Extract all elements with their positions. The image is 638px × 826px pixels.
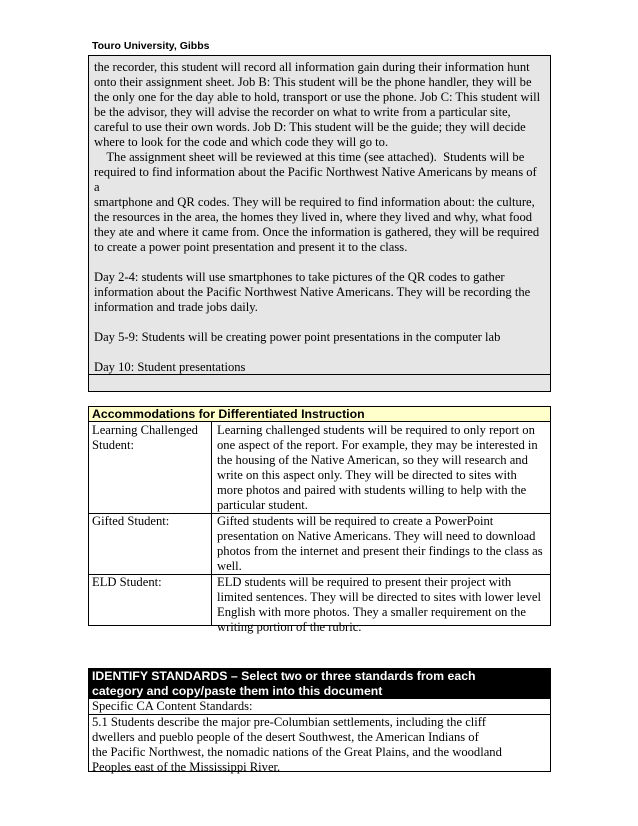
text-line: The assignment sheet will be reviewed at this time (see attached). Students will be <box>94 150 525 164</box>
accommodations-title: Accommodations for Differentiated Instruction <box>89 407 550 422</box>
text-line: the only one for the day able to hold, transport or use the phone. Job C: This student will <box>94 90 541 104</box>
text-line: English with more photos. They a smaller requirement on the <box>217 605 526 619</box>
text-line: the resources in the area, the homes they lived in, where they lived and why, what food <box>94 210 533 224</box>
standards-title <box>89 669 550 699</box>
text-line: Learning challenged students will be required to only report on <box>217 423 535 437</box>
text-line: write on this aspect only. They will be directed to sites with <box>217 468 517 482</box>
text-line: photos from the internet and present their findings to the class as <box>217 544 543 558</box>
text-line: dwellers and pueblo people of the desert Southwest, the American Indians of <box>92 730 479 744</box>
text-line: ELD Student: <box>92 575 162 589</box>
text-line: particular student. <box>217 498 308 512</box>
day-2-4-paragraph <box>94 270 545 315</box>
text-line: ELD students will be required to present their project with <box>217 575 512 589</box>
text-line: information about the Pacific Northwest Native Americans. They will be recording the <box>94 285 531 299</box>
procedure-empty-row <box>89 374 550 391</box>
text-line: writing portion of the rubric. <box>217 620 362 634</box>
row-label <box>89 574 212 625</box>
text-line: the Pacific Northwest, the nomadic nations of the Great Plains, and the woodland <box>92 745 502 759</box>
text-line: be the advisor, they will advise the recorder on what to write from a particular site, <box>94 105 511 119</box>
text-line: presentation on Native Americans. They will need to download <box>217 529 536 543</box>
text-line: required to find information about the Pacific Northwest Native Americans by means of a <box>94 165 537 194</box>
row-text <box>213 422 550 513</box>
standards-table <box>88 668 551 772</box>
table-row <box>89 513 550 575</box>
text-line: where to look for the code and which code they will go to. <box>94 135 389 149</box>
text-line: the recorder, this student will record all information gain during their information hunt <box>94 60 530 74</box>
text-line: the housing of the Native American, so they will research and <box>217 453 528 467</box>
row-label <box>89 513 212 574</box>
text-line: 5.1 Students describe the major pre-Columbian settlements, including the cliff <box>92 715 486 729</box>
day-10-paragraph: Day 10: Student presentations <box>94 360 246 374</box>
accommodations-table <box>88 406 551 634</box>
text-line: careful to use their own words. Job D: This student will be the guide; they will decide <box>94 120 526 134</box>
text-line: Gifted students will be required to create a PowerPoint <box>217 514 494 528</box>
text-line: one aspect of the report. For example, they may be interested in <box>217 438 538 452</box>
text-line: to create a power point presentation and present it to the class. <box>94 240 408 254</box>
table-row <box>89 574 550 634</box>
table-row <box>89 422 550 514</box>
text-line: Learning Challenged <box>92 423 198 437</box>
day-5-9-paragraph: Day 5-9: Students will be creating power point presentations in the computer lab <box>94 330 501 344</box>
row-text <box>213 574 550 634</box>
page-header: Touro University, Gibbs <box>92 40 210 52</box>
text-line: IDENTIFY STANDARDS – Select two or three standards from each <box>92 669 476 683</box>
text-line: smartphone and QR codes. They will be required to find information about: the culture, <box>94 195 535 209</box>
text-line: Peoples east of the Mississippi River. <box>92 760 281 774</box>
text-line: Gifted Student: <box>92 514 170 528</box>
procedure-box <box>88 55 551 392</box>
text-line: Day 2-4: students will use smartphones to take pictures of the QR codes to gather <box>94 270 505 284</box>
procedure-content <box>89 56 550 377</box>
procedure-intro <box>94 60 545 255</box>
row-text <box>213 513 550 574</box>
text-line: category and copy/paste them into this document <box>92 684 383 698</box>
standards-body <box>89 715 550 774</box>
text-line: more photos and paired with students willing to help with the <box>217 483 527 497</box>
text-line: onto their assignment sheet. Job B: This student will be the phone handler, they will be <box>94 75 532 89</box>
standards-subheading: Specific CA Content Standards: <box>89 699 550 715</box>
text-line: well. <box>217 559 242 573</box>
text-line: information and trade jobs daily. <box>94 300 258 314</box>
text-line: limited sentences. They will be directed to sites with lower level <box>217 590 541 604</box>
text-line: they ate and where it came from. Once the information is gathered, they will be required <box>94 225 540 239</box>
text-line: Student: <box>92 438 134 452</box>
row-label <box>89 422 212 513</box>
